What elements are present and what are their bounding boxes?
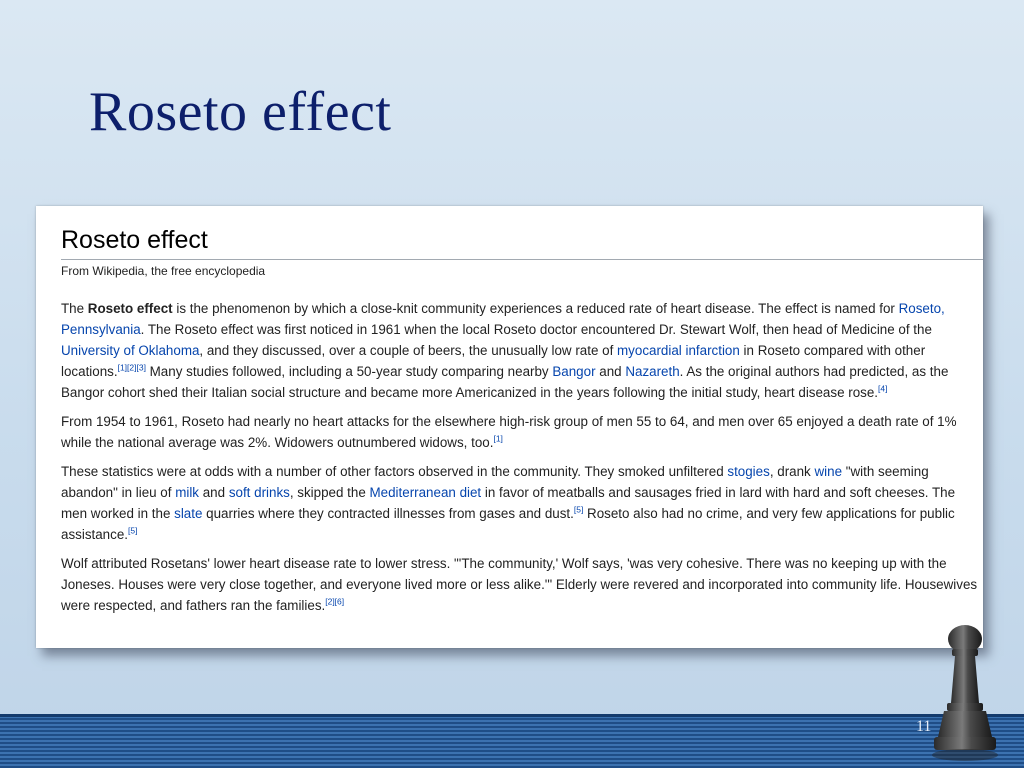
paragraph-4	[61, 553, 983, 616]
paragraph-3	[61, 461, 983, 545]
text: in favor of meatballs and sausages fried in lard with hard and soft cheeses. The men worked in the	[61, 485, 956, 521]
text: "with seeming abandon" in lieu of	[61, 464, 929, 500]
text: and	[595, 364, 626, 379]
article-subtitle: From Wikipedia, the free encyclopedia	[61, 264, 266, 278]
citation-ref[interactable]: [1]	[493, 433, 503, 444]
paragraph-2	[61, 411, 983, 453]
footer-top-line	[0, 714, 1024, 717]
link-roseto-pennsylvania[interactable]: Roseto, Pennsylvania	[61, 301, 945, 337]
link-university-of-oklahoma[interactable]: University of Oklahoma	[61, 343, 200, 358]
text: These statistics were at odds with a number of other factors observed in the community. They smoked unfiltered	[61, 464, 728, 479]
text: quarries where they contracted illnesses from gases and dust.	[202, 506, 574, 521]
text: From 1954 to 1961, Roseto had nearly no heart attacks for the elsewhere high-risk group of men 55 to 64, and men over 65 enjoyed a death rate of 1% while the national average was 2%. Widowers outnumbered widows, too.	[61, 414, 957, 450]
footer-stripe-bar	[0, 714, 1024, 768]
text: The	[61, 301, 88, 316]
wikipedia-article-screenshot	[36, 206, 983, 648]
link-nazareth[interactable]: Nazareth	[625, 364, 680, 379]
text: , drank	[769, 464, 815, 479]
citation-ref[interactable]: [5]	[128, 525, 138, 536]
text: , and they discussed, over a couple of beers, the unusually low rate of	[199, 343, 618, 358]
link-milk[interactable]: milk	[175, 485, 200, 500]
link-wine[interactable]: wine	[814, 464, 843, 479]
slide-title: Roseto effect	[89, 81, 392, 143]
text: in Roseto compared with other locations.	[61, 343, 926, 379]
citation-ref[interactable]: [4]	[878, 383, 888, 394]
link-myocardial-infarction[interactable]: myocardial infarction	[617, 343, 740, 358]
text: Roseto also had no crime, and very few applications for public assistance.	[61, 506, 955, 542]
link-mediterranean-diet[interactable]: Mediterranean diet	[369, 485, 482, 500]
article-body	[61, 298, 983, 624]
link-slate[interactable]: slate	[174, 506, 203, 521]
text: . The Roseto effect was first noticed in 1961 when the local Roseto doctor encountered Dr. Stewart Wolf, then head of Medicine of the	[140, 322, 932, 337]
paragraph-1	[61, 298, 983, 403]
text: , skipped the	[289, 485, 370, 500]
slide-page-number: 11	[916, 718, 932, 735]
bold-term: Roseto effect	[87, 301, 173, 316]
link-stogies[interactable]: stogies	[727, 464, 770, 479]
chess-pawn-icon	[930, 615, 1000, 768]
text: is the phenomenon by which a close-knit community experiences a reduced rate of heart disease. The effect is named for	[172, 301, 899, 316]
text: . As the original authors had predicted, as the Bangor cohort shed their Italian social structure and became more Americanized in the years following the initial study, heart disease rose.	[61, 364, 949, 400]
text: and	[199, 485, 229, 500]
text: Many studies followed, including a 50-year study comparing nearby	[145, 364, 553, 379]
link-bangor[interactable]: Bangor	[552, 364, 596, 379]
citation-ref[interactable]: [1][2][3]	[117, 362, 146, 373]
citation-ref[interactable]: [5]	[573, 504, 584, 515]
article-heading: Roseto effect	[61, 225, 983, 260]
text: Wolf attributed Rosetans' lower heart disease rate to lower stress. "'The community,' Wolf says, 'was very cohesive. There was no keeping up with the Joneses. Houses were very close together, and everyone lived more or less alike.'" Elderly were revered and incorporated into community life. Housewives were respected, and fathers ran the families.	[61, 556, 978, 613]
link-soft-drinks[interactable]: soft drinks	[228, 485, 290, 500]
citation-ref[interactable]: [2][6]	[325, 596, 345, 607]
